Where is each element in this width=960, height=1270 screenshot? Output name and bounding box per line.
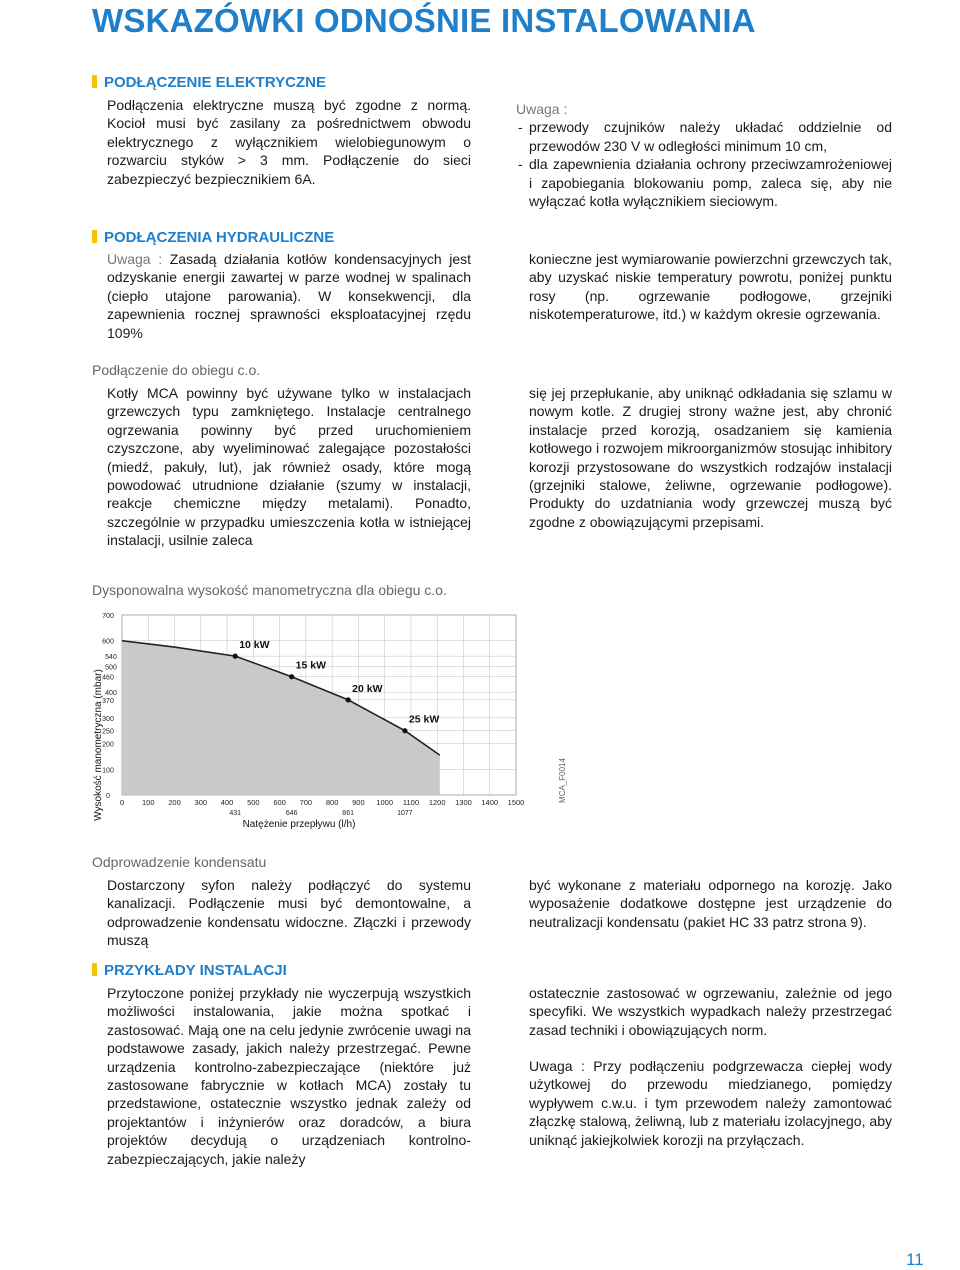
hydraulic-text: Zasadą działania kotłów kondensacyjnych jest odzyskanie energii zawartej w parze wodnej w spalinach (ciepło utajone parowania). W konsekwencji, dla zapewnienia rocznej sprawności eksploatacyjnej rzędu 109% (107, 251, 472, 341)
y-tick-label: 100 (102, 767, 114, 775)
x-tick-label-extra: 431 (229, 810, 242, 817)
point-label: 25 kW (408, 713, 440, 726)
x-axis-label: Natężenie przepływu (l/h) (242, 819, 356, 830)
electrical-note (516, 100, 892, 210)
x-tick-label-extra: 1077 (397, 810, 413, 817)
operating-point (402, 728, 407, 733)
y-tick-label: 700 (102, 613, 114, 620)
note-text: Przy podłączeniu podgrzewacza ciepłej wody użytkowej do przewodu miedzianego, pomiędzy wypływem c.w.u. i tym przewodem należy zamontować złączkę stalową, żeliwną, lub z materiału izolacyjnego, aby uniknąć jakiejkolwiek korozji na przyłączach. (529, 1058, 892, 1148)
electrical-text: Podłączenia elektryczne muszą być zgodne z normą. Kocioł musi być zasilany za pośrednictwem obwodu elektrycznego z wyłącznikiem wielobiegunowym o rozwarciu styków > 3 mm. Podłączenie do sieci zabezpieczyć bezpiecznikiem 6A. (107, 97, 471, 187)
examples-note (529, 1057, 892, 1149)
point-label: 20 kW (352, 682, 383, 695)
section-heading-examples (92, 962, 287, 979)
heading-marker (92, 230, 97, 243)
x-tick-label: 1300 (455, 798, 472, 807)
x-tick-label: 1400 (481, 798, 499, 807)
x-tick-label-extra: 646 (285, 810, 298, 817)
x-tick-label: 700 (299, 798, 313, 807)
y-tick-label: 500 (105, 664, 117, 672)
heading-text: PODŁĄCZENIA HYDRAULICZNE (104, 229, 335, 246)
section-heading-hydraulic (92, 229, 334, 246)
chart-code: MCA_F0014 (557, 758, 567, 803)
y-tick-label: 370 (102, 697, 114, 705)
heading-marker (92, 963, 97, 976)
circuit-text-left: Kotły MCA powinny być używane tylko w instalacjach grzewczych typu zamkniętego. Instalacje centralnego ogrzewania powinny być przed uruchomieniem czyszczone, aby wyeliminować zalegające pozostałości (miedź, pakuły, lut), jak również osady, które mogą powodować utrudnione działanie (szumy w instalacji, reakcje chemiczne między metalami). Ponadto, szczególnie w przypadku umieszczenia kotła w istniejącej instalacji, usilnie zaleca (107, 385, 471, 549)
x-tick-label: 900 (352, 798, 365, 807)
x-tick-label: 800 (325, 798, 339, 807)
y-tick-label: 540 (105, 654, 117, 662)
y-tick-label: 300 (102, 715, 114, 723)
point-label: 15 kW (295, 659, 327, 672)
x-tick-label: 1500 (507, 798, 525, 807)
y-tick-label: 250 (102, 728, 114, 736)
note-list (516, 118, 892, 210)
x-tick-label: 600 (273, 798, 286, 807)
note-item: - przewody czujników należy układać oddzielnie od przewodów 230 V w odległości minimum 10 cm, (516, 118, 892, 155)
examples-text-left: Przytoczone poniżej przykłady nie wyczerpują wszystkich możliwości instalowania, jakie można spotkać i zastosować. Mają one na celu jedynie zwrócenie uwagi na podstawowe zasady, jakich należy przestrzegać. Pewne urządzenia kontrolno-zabezpieczające (niektóre już zastosowane fabrycznie w kotłach MCA) zostały tu przedstawione, ostatecznie wszystko jednak zależy od projektantów i inżynierów oraz doradców, a biura projektów decydują o urządzeniach kontrolno-zabezpieczających, jakie należy (107, 985, 471, 1167)
circuit-text-right: się jej przepłukanie, aby uniknąć odkładania się szlamu w nowym kotle. Z drugiej strony ważne jest, aby chronić instalacje przed korozją, osadzaniem się kamienia kotłowego i rozwojem mikroorganizmów stosując inhibitory korozji przystosowane do wszystkich rodzajów instalacji (grzejniki stalowe, żeliwne, ogrzewanie podłogowe). Produkty do uzdatniania wody grzewczej muszą być zgodne z obowiązującymi przepisami. (529, 385, 892, 530)
heading-text: PRZYKŁADY INSTALACJI (104, 962, 287, 979)
x-tick-label: 400 (220, 798, 234, 807)
chart-caption: Dysponowalna wysokość manometryczna dla obiegu c.o. (92, 582, 447, 598)
note-item: - dla zapewnienia działania ochrony przeciwzamrożeniowej i zapobiegania blokowaniu pomp, zaleca się, aby nie wyłączać kotła wyłącznikiem sieciowym. (516, 155, 892, 210)
x-tick-label: 500 (247, 798, 260, 807)
condensate-text-right: być wykonane z materiału odpornego na korozję. Jako wyposażenie dodatkowe dostępne jest urządzenie do neutralizacji kondensatu (pakiet HC 33 patrz strona 9). (529, 877, 892, 930)
x-tick-label: 300 (194, 798, 208, 807)
heading-text: PODŁĄCZENIE ELEKTRYCZNE (104, 74, 326, 91)
hydraulic-text-left (107, 250, 471, 342)
operating-point (289, 674, 294, 679)
heading-marker (92, 75, 97, 88)
note-label: Uwaga : (107, 251, 163, 267)
x-tick-label: 200 (168, 798, 181, 807)
x-tick-label: 0 (119, 798, 125, 807)
note-label: Uwaga : (529, 1058, 585, 1074)
y-axis-label: Wysokość manometryczna (mbar) (93, 669, 104, 821)
y-tick-label: 0 (106, 793, 110, 800)
x-tick-label: 1000 (376, 798, 394, 807)
page-title: WSKAZÓWKI ODNOŚNIE INSTALOWANIA (92, 2, 756, 39)
operating-point (346, 697, 351, 702)
condensate-text-left: Dostarczony syfon należy podłączyć do systemu kanalizacji. Podłączenie musi być demontowalne, a odprowadzenie kondensatu widoczne. Złączki i przewody muszą (107, 877, 471, 949)
condensate-subheading: Odprowadzenie kondensatu (92, 854, 267, 870)
y-tick-label: 400 (105, 690, 117, 698)
circuit-subheading: Podłączenie do obiegu c.o. (92, 362, 261, 378)
note-label: Uwaga : (516, 101, 568, 117)
hydraulic-text-right: konieczne jest wymiarowanie powierzchni grzewczych tak, aby uzyskać niskie temperatury powrotu, poniżej punktu rosy (np. ogrzewanie podłogowe, grzejniki niskotemperaturowe, itd.) w każdym okresie ogrzewania. (529, 251, 892, 323)
point-label: 10 kW (239, 639, 270, 652)
y-tick-label: 460 (102, 674, 114, 682)
section-heading-electrical (92, 74, 326, 91)
pump-head-chart (88, 605, 568, 835)
operating-point (233, 654, 238, 659)
x-tick-label-extra: 861 (342, 810, 354, 817)
page-number: 11 (906, 1250, 924, 1269)
x-tick-label: 1200 (428, 798, 446, 807)
y-tick-label: 200 (102, 741, 114, 749)
chart-code-wrap (558, 758, 572, 808)
x-tick-label: 100 (142, 798, 155, 807)
examples-text-right: ostatecznie zastosować w ogrzewaniu, zależnie od jego specyfiki. We wszystkich wypadkach należy przestrzegać zasad techniki i obowiązujących norm. (529, 985, 892, 1038)
x-tick-label: 1100 (402, 798, 420, 807)
y-tick-label: 600 (102, 638, 114, 646)
